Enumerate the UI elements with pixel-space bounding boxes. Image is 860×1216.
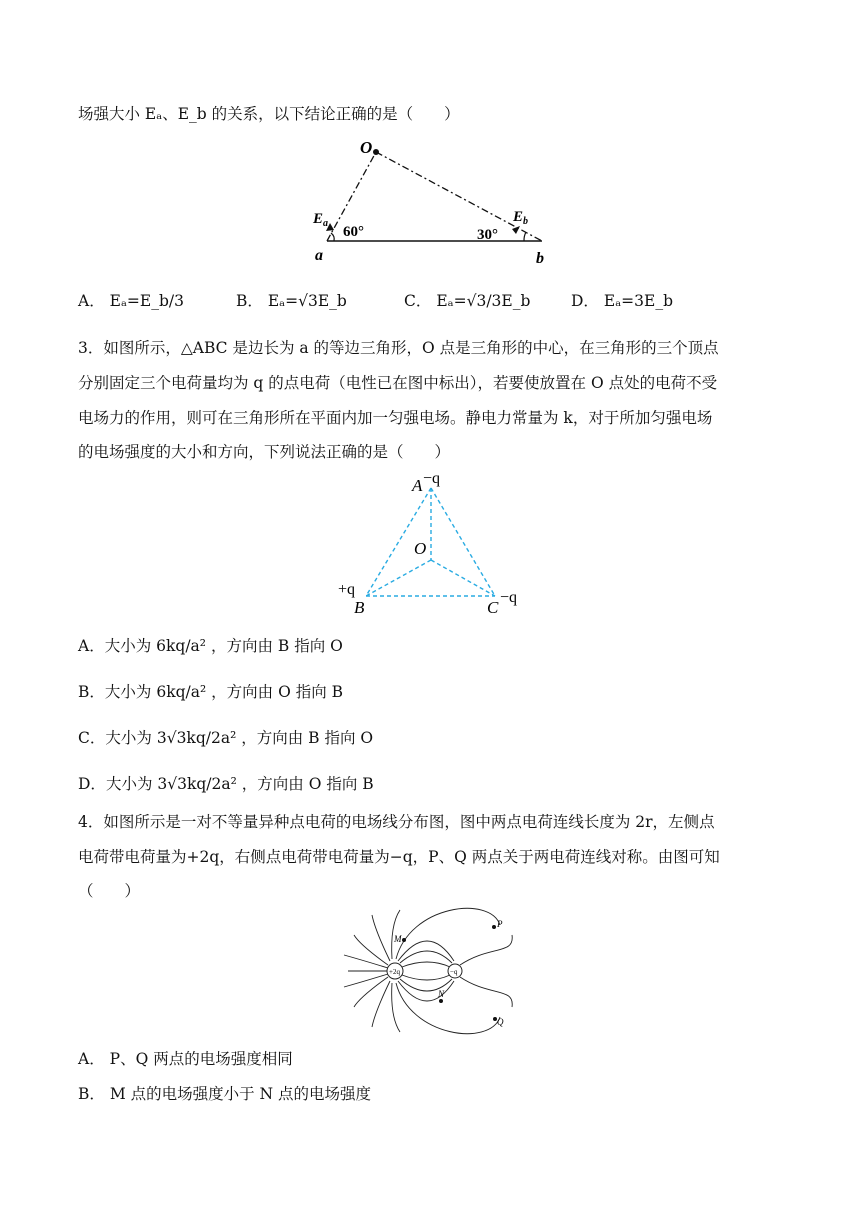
q2-option-b[interactable]: B． Eₐ=√3E_b	[236, 292, 347, 310]
q2-stem-text: 场强大小 Eₐ、E_b 的关系，以下结论正确的是（ ）	[78, 105, 460, 123]
q3-stem-line-1: 3．如图所示，△ABC 是边长为 a 的等边三角形，O 点是三角形的中心，在三角形的三个顶点	[78, 339, 719, 357]
q3-charge-C: −q	[500, 589, 518, 606]
q4-figure	[340, 905, 520, 1035]
q4-charge-left: +2q	[389, 968, 400, 976]
q2-label-O: O	[360, 138, 373, 157]
q2-label-Ea: $E_a$	[313, 211, 329, 229]
q3-figure	[330, 468, 530, 618]
q4-label-P: P	[497, 919, 503, 929]
q4-option-b[interactable]: B． M 点的电场强度小于 N 点的电场强度	[78, 1085, 372, 1103]
q4-option-a-text: P、Q 两点的电场强度相同	[109, 1050, 293, 1068]
q3-option-d-fraction: 3√3kq/2a²	[157, 775, 237, 793]
q2-label-a: a	[315, 247, 323, 264]
q4-stem-line-2: 电荷带电荷量为+2q，右侧点电荷带电荷量为−q，P、Q 两点关于两电荷连线对称。由图可知	[78, 848, 720, 866]
q3-option-b[interactable]: B．大小为 6kq/a² ，方向由 O 指向 B	[78, 683, 344, 701]
q2-option-a[interactable]: A． Eₐ=E_b/3	[78, 292, 184, 310]
q3-stem-line-2: 分别固定三个电荷量均为 q 的点电荷（电性已在图中标出），若要使放置在 O 点处的电荷不受	[78, 374, 718, 392]
q3-option-c-fraction: 3√3kq/2a²	[156, 729, 237, 747]
q3-label-B: B	[354, 598, 365, 617]
q3-charge-B: +q	[338, 581, 356, 598]
q3-label-C: C	[487, 598, 499, 617]
q2-label-angle-30: 30°	[477, 227, 498, 243]
q4-option-a[interactable]: A． P、Q 两点的电场强度相同	[78, 1050, 293, 1068]
q4-charge-right: −q	[450, 968, 458, 976]
q2-figure	[300, 135, 570, 270]
q3-label-A: A	[412, 476, 423, 495]
q4-label-M: M	[394, 934, 402, 944]
q2-option-d[interactable]: D． Eₐ=3E_b	[571, 292, 674, 310]
q2-option-c[interactable]: C． Eₐ=√3/3E_b	[404, 292, 531, 310]
q3-option-a-fraction: 6kq/a²	[156, 637, 207, 655]
q2-option-d-text: Eₐ=3E_b	[603, 292, 674, 310]
q3-label-O: O	[414, 539, 427, 558]
q4-label-Q: Q	[497, 1017, 504, 1027]
q2-label-Eb: $E_b$	[513, 209, 529, 227]
q3-stem-line-4: 的电场强度的大小和方向，下列说法正确的是（ ）	[78, 443, 451, 461]
q3-charge-A: −q	[423, 470, 441, 487]
q4-label-N: N	[438, 989, 445, 999]
q2-option-c-text: Eₐ=√3/3E_b	[436, 292, 531, 310]
q2-label-angle-60: 60°	[343, 224, 364, 240]
q4-stem-line-3: （ ）	[78, 882, 141, 900]
q4-option-b-text: M 点的电场强度小于 N 点的电场强度	[109, 1085, 372, 1103]
q3-stem-line-3: 电场力的作用，则可在三角形所在平面内加一匀强电场。静电力常量为 k，对于所加匀强电场	[78, 409, 713, 427]
q2-stem	[78, 104, 460, 124]
q4-stem-line-1: 4．如图所示是一对不等量异种点电荷的电场线分布图，图中两点电荷连线长度为 2r，左侧点	[78, 813, 715, 831]
q2-option-b-text: Eₐ=√3E_b	[267, 292, 347, 310]
q2-label-b: b	[536, 250, 544, 267]
q3-option-b-fraction: 6kq/a²	[156, 683, 207, 701]
q2-option-a-text: Eₐ=E_b/3	[109, 292, 184, 310]
q3-option-d[interactable]: D．大小为 3√3kq/2a² ，方向由 O 指向 B	[78, 775, 374, 793]
q3-option-c[interactable]: C．大小为 3√3kq/2a² ，方向由 B 指向 O	[78, 729, 374, 747]
q3-option-a[interactable]: A．大小为 6kq/a² ，方向由 B 指向 O	[78, 637, 343, 655]
